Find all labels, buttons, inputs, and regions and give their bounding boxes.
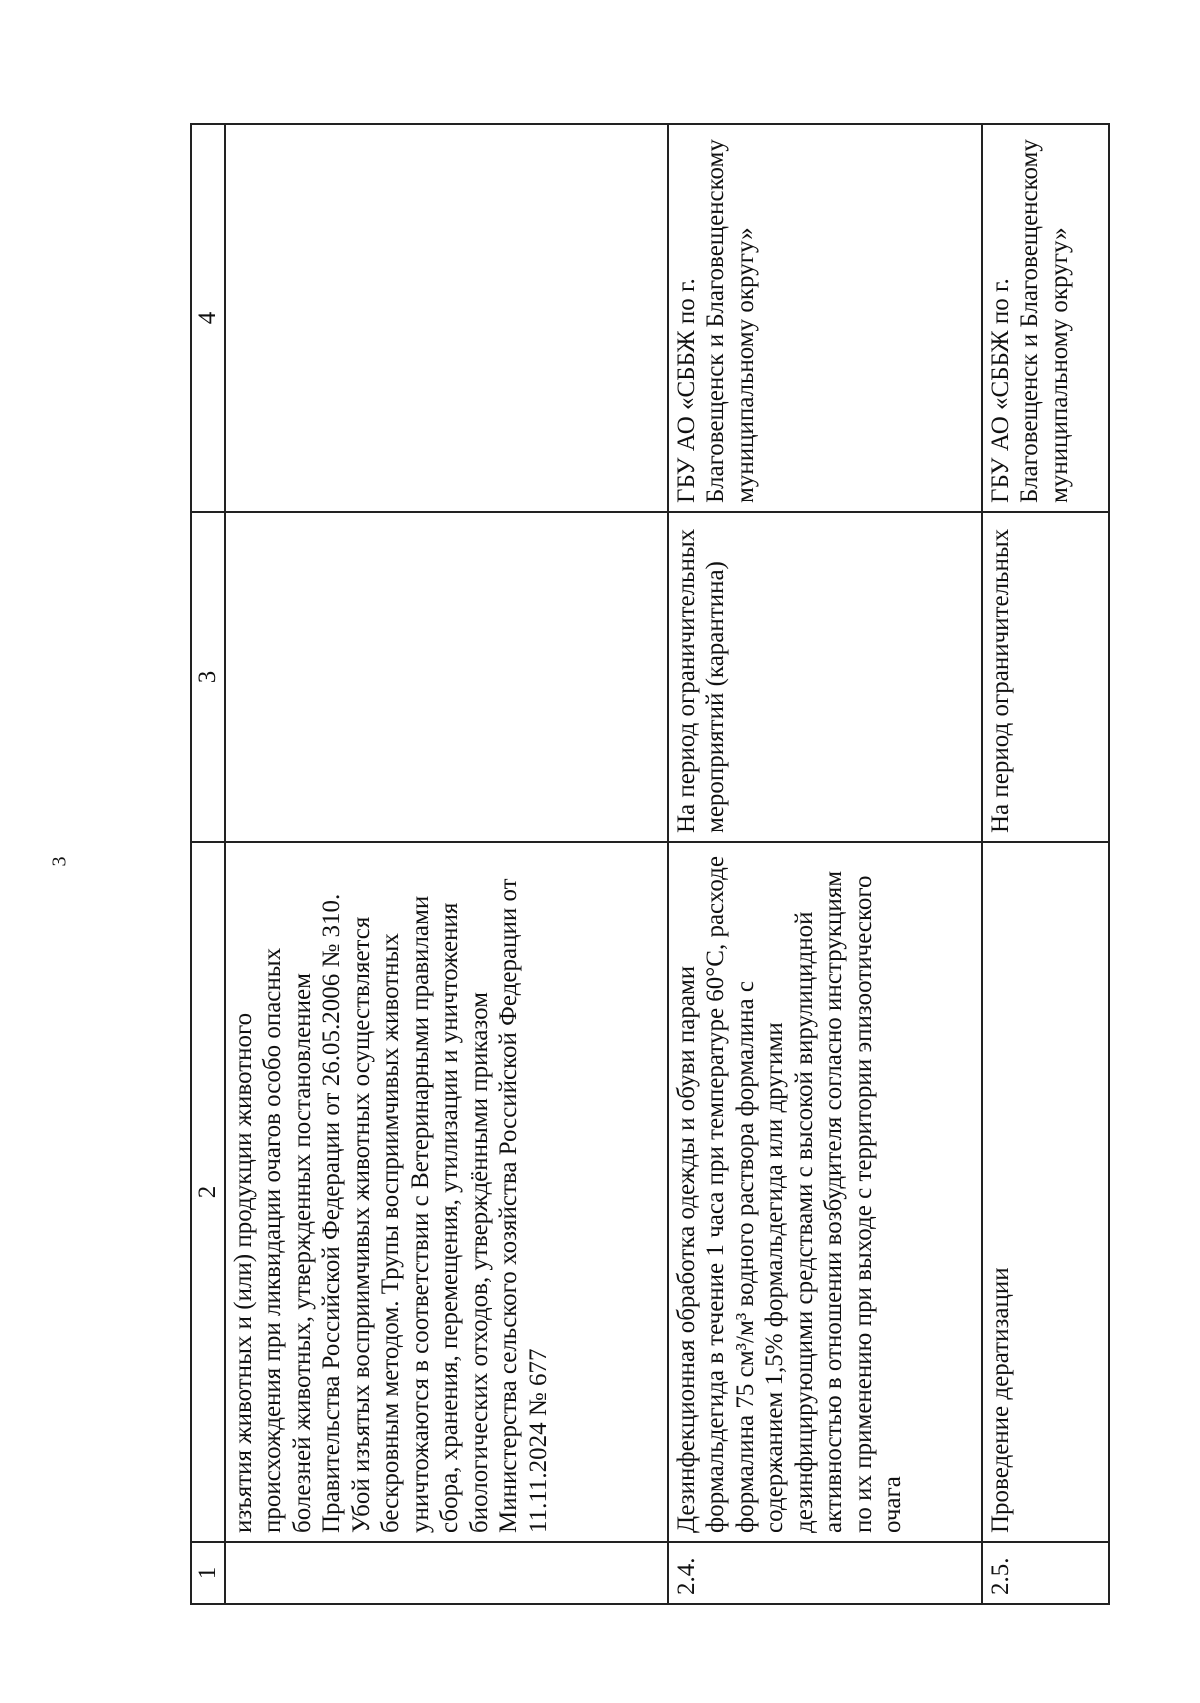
row-measure: Дезинфекционная обработка одежды и обуви парами формальдегида в течение 1 часа при температуре 60°С, расходе формалина 75 см³/м³ водного раствора формалина с содержанием 1,5% формальдегида или другими дезинфицирующими средствами с высокой вирулицидной активностью в отношении возбудителя согласно инструкциям по их применению при выходе с территории эпизоотического очага <box>668 842 982 1542</box>
row-period: На период ограничительных мероприятий (карантина) <box>668 512 982 842</box>
row-period: На период ограничительных <box>982 512 1109 842</box>
row-number: 2.4. <box>668 1542 982 1604</box>
row-period <box>225 512 668 842</box>
row-number <box>225 1542 668 1604</box>
header-col-4: 4 <box>191 124 225 512</box>
row-responsible <box>225 124 668 512</box>
page-number: 3 <box>48 856 71 867</box>
rotated-page <box>190 125 1110 1605</box>
header-col-3: 3 <box>191 512 225 842</box>
table-header-row <box>191 124 225 1604</box>
table-row <box>668 124 982 1604</box>
measures-table <box>190 123 1110 1605</box>
row-measure: Проведение дератизации <box>982 842 1109 1542</box>
header-col-1: 1 <box>191 1542 225 1604</box>
row-responsible: ГБУ АО «СББЖ по г. Благовещенск и Благовещенскому муниципальному округу» <box>668 124 982 512</box>
header-col-2: 2 <box>191 842 225 1542</box>
row-responsible: ГБУ АО «СББЖ по г. Благовещенск и Благовещенскому муниципальному округу» <box>982 124 1109 512</box>
table-row <box>982 124 1109 1604</box>
row-measure: изъятия животных и (или) продукции животного происхождения при ликвидации очагов особо опасных болезней животных, утвержденных постановлением Правительства Российской Федерации от 26.05.2006 № 310. Убой изъятых восприимчивых животных осуществляется бескровным методом. Трупы восприимчивых животных уничтожаются в соответствии с Ветеринарными правилами сбора, хранения, перемещения, утилизации и уничтожения биологических отходов, утверждёнными приказом Министерства сельского хозяйства Российской Федерации от 11.11.2024 № 677 <box>225 842 668 1542</box>
row-number: 2.5. <box>982 1542 1109 1604</box>
table-row <box>225 124 668 1604</box>
